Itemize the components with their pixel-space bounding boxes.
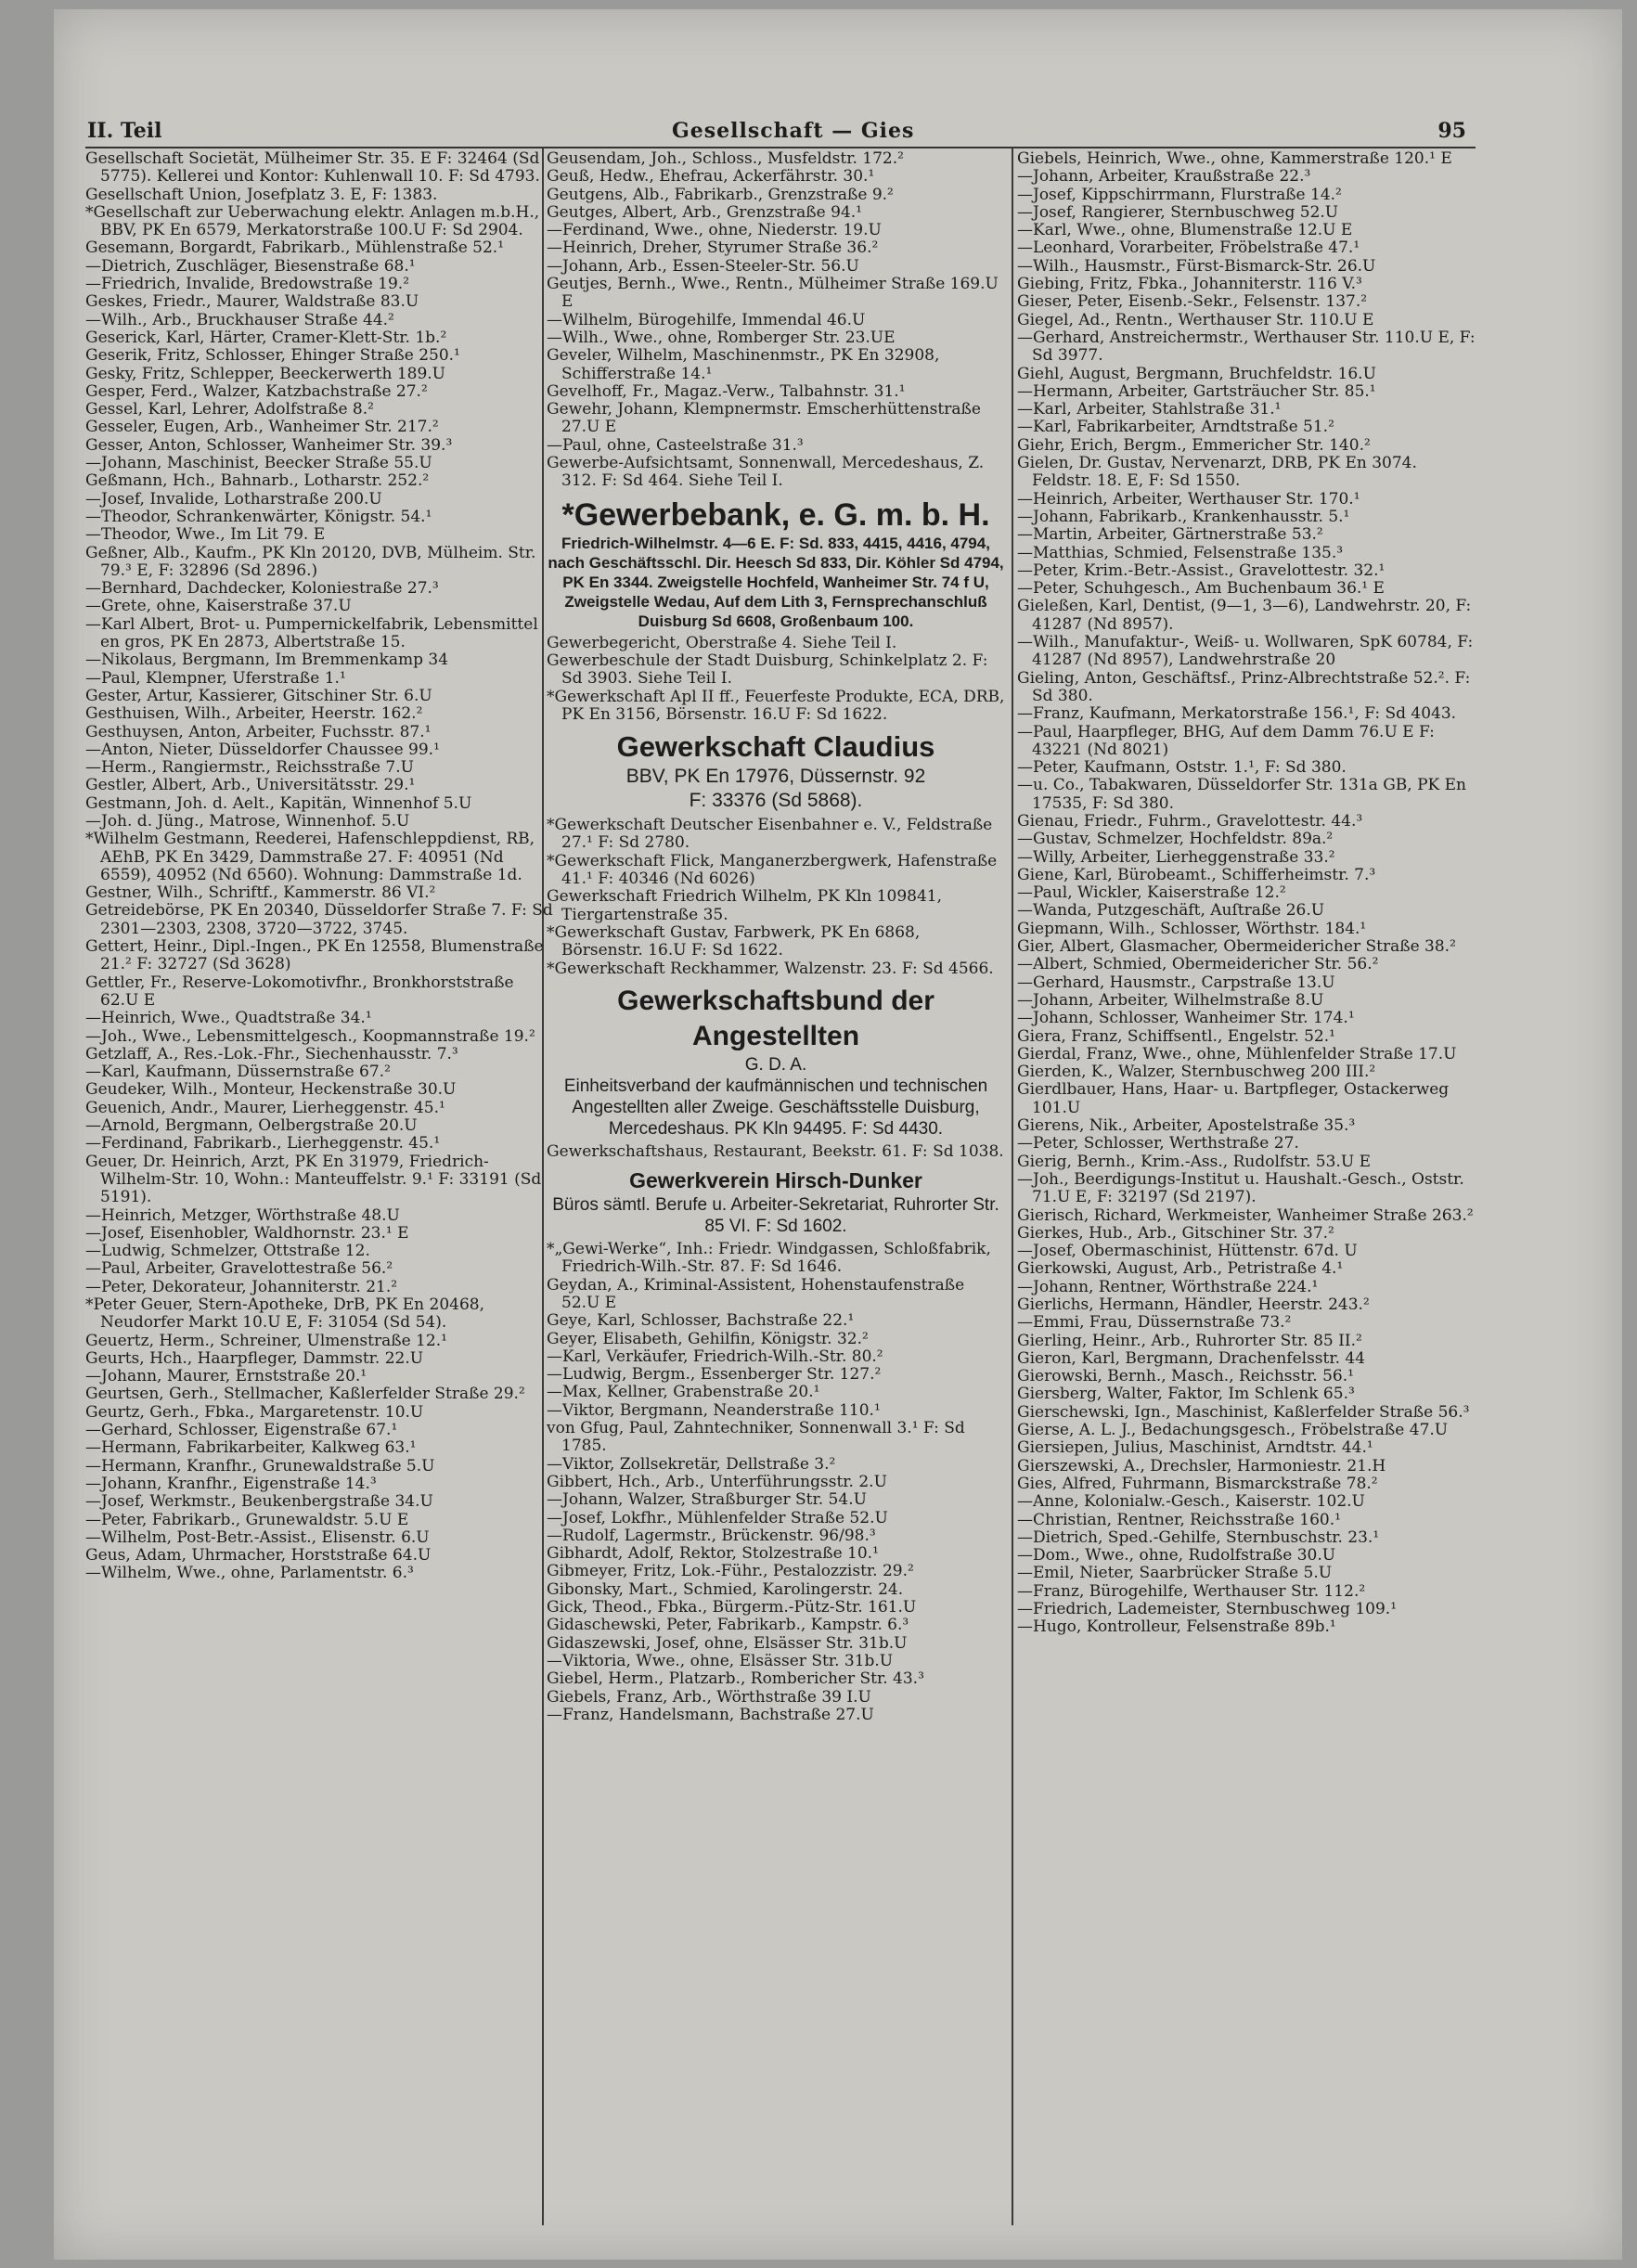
directory-entry: —Paul, Haarpfleger, BHG, Auf dem Damm 76.U E F: 43221 (Nd 8021)	[1017, 722, 1435, 759]
ad-title: *Gewerbebank, e. G. m. b. H.	[561, 496, 990, 533]
directory-entry: —Theodor, Wwe., Im Lit 79. E	[85, 525, 326, 545]
directory-entry: Gesper, Ferd., Walzer, Katzbachstraße 27.²	[85, 381, 428, 401]
directory-entry: —Wilh., Hausmstr., Fürst-Bismarck-Str. 26.U	[1017, 256, 1376, 276]
directory-entry: —Johann, Arbeiter, Kraußstraße 22.³	[1017, 167, 1311, 187]
directory-entry: —Wilhelm, Bürogehilfe, Immendal 46.U	[547, 310, 866, 329]
directory-entry: —Wanda, Putzgeschäft, Auſtraße 26.U	[1017, 901, 1325, 921]
directory-entry: *Gewerkschaft Gustav, Farbwerk, PK En 6868, Börsenstr. 16.U F: Sd 1622.	[547, 922, 921, 960]
directory-entry: —Karl Albert, Brot- u. Pumpernickelfabrik, Lebensmittel en gros, PK En 2873, Albertstraße 15.	[85, 614, 538, 652]
directory-entry: Geye, Karl, Schlosser, Bachstraße 22.¹	[547, 1311, 855, 1331]
directory-entry: —Viktor, Zollsekretär, Dellstraße 3.²	[547, 1454, 836, 1474]
directory-entry: —Wilh., Arb., Bruckhauser Straße 44.²	[85, 310, 394, 329]
directory-entry: —Karl, Arbeiter, Stahlstraße 31.¹	[1017, 400, 1282, 419]
directory-entry: Geuß, Hedw., Ehefrau, Ackerfährstr. 30.¹	[547, 167, 875, 187]
header-rule	[85, 147, 1476, 148]
directory-entry: Gierszewski, A., Drechsler, Harmoniestr. 21.H	[1017, 1456, 1386, 1475]
directory-entry: Giebing, Fritz, Fbka., Johanniterstr. 116 V.³	[1017, 275, 1362, 294]
column-2	[547, 150, 1005, 1724]
directory-entry: Geßmann, Hch., Bahnarb., Lotharstr. 252.²	[85, 471, 430, 491]
directory-entry: *Gewerkschaft Apl II ff., Feuerfeste Produkte, ECA, DRB, PK En 3156, Börsenstr. 16.U F: Sd 1622.	[547, 687, 1005, 724]
directory-entry: Gierisch, Richard, Werkmeister, Wanheimer Straße 263.²	[1017, 1205, 1474, 1225]
directory-entry: —Karl, Verkäufer, Friedrich-Wilh.-Str. 80.²	[547, 1347, 883, 1366]
directory-entry: Gierig, Bernh., Krim.-Ass., Rudolfstr. 53.U E	[1017, 1152, 1371, 1171]
directory-entry: —Emmi, Frau, Düssernstraße 73.²	[1017, 1313, 1292, 1333]
directory-entry: Giersiepen, Julius, Maschinist, Arndtstr. 44.¹	[1017, 1438, 1373, 1458]
directory-entry: —Johann, Arb., Essen-Steeler-Str. 56.U	[547, 256, 859, 276]
directory-entry: —Viktor, Bergmann, Neanderstraße 110.¹	[547, 1400, 881, 1420]
directory-entry: Gettert, Heinr., Dipl.-Ingen., PK En 12558, Blumenstraße 21.² F: 32727 (Sd 3628)	[85, 937, 544, 974]
directory-entry: Gewerbe-Aufsichtsamt, Sonnenwall, Mercedeshaus, Z. 312. F: Sd 464. Siehe Teil I.	[547, 454, 985, 491]
directory-entry: —Gerhard, Schlosser, Eigenstraße 67.¹	[85, 1421, 398, 1440]
directory-entry: —Grete, ohne, Kaiserstraße 37.U	[85, 597, 352, 616]
directory-entry: —Josef, Werkmstr., Beukenbergstraße 34.U	[85, 1492, 433, 1512]
directory-entry: —Johann, Arbeiter, Wilhelmstraße 8.U	[1017, 990, 1324, 1010]
directory-entry: Gieron, Karl, Bergmann, Drachenfelsstr. 44	[1017, 1348, 1366, 1368]
directory-entry: Gibhardt, Adolf, Rektor, Stolzestraße 10.¹	[547, 1544, 879, 1564]
directory-entry: —Karl, Kaufmann, Düssernstraße 67.²	[85, 1063, 391, 1082]
directory-entry: Gierlichs, Hermann, Händler, Heerstr. 243.²	[1017, 1295, 1370, 1314]
ad-title: Gewerkverein Hirsch-Dunker	[629, 1168, 922, 1193]
directory-entry: Gierkowski, August, Arb., Petristraße 4.¹	[1017, 1259, 1344, 1279]
directory-entry: —Paul, Arbeiter, Gravelottestraße 56.²	[85, 1259, 393, 1279]
directory-entry: Giersberg, Walter, Faktor, Im Schlenk 65.³	[1017, 1385, 1355, 1404]
directory-entry: Geusendam, Joh., Schloss., Musfeldstr. 172.²	[547, 149, 904, 168]
ad-body: Friedrich-Wilhelmstr. 4—6 E. F: Sd. 833, 4415, 4416, 4794, nach Geschäftsschl. Dir. Heesch Sd 833, Dir. Köhler Sd 4794, PK En 3344. Zweigstelle Hochfeld, Wanheimer Str. 74 f U, Zweigstelle Wedau, Auf dem Lith 3, Fernsprechanschluß Duisburg Sd 6608, Großenbaum 100.	[548, 534, 1004, 630]
directory-entry: —Heinrich, Metzger, Wörthstraße 48.U	[85, 1205, 400, 1225]
directory-entry: —Wilh., Manufaktur-, Weiß- u. Wollwaren, SpK 60784, F: 41287 (Nd 8957), Landwehrstraße 20	[1017, 633, 1474, 670]
directory-entry: Giegel, Ad., Rentn., Werthauser Str. 110.U E	[1017, 310, 1374, 329]
directory-entry: —Willy, Arbeiter, Lierheggenstraße 33.²	[1017, 847, 1335, 867]
directory-entry: —Johann, Walzer, Straßburger Str. 54.U	[547, 1490, 867, 1510]
directory-entry: —Gustav, Schmelzer, Hochfeldstr. 89a.²	[1017, 830, 1334, 849]
directory-entry: Geuenich, Andr., Maurer, Lierheggenstr. 45.¹	[85, 1098, 445, 1117]
directory-entry: *Wilhelm Gestmann, Reederei, Hafenschleppdienst, RB, AEhB, PK En 3429, Dammstraße 27. F: 40951 (Nd 6559), 40952 (Nd 6560). Wohnung: Dammstraße 1d.	[85, 830, 535, 884]
directory-entry: Geserik, Fritz, Schlosser, Ehinger Straße 250.¹	[85, 346, 460, 366]
directory-entry: Geuertz, Herm., Schreiner, Ulmenstraße 12.¹	[85, 1331, 447, 1350]
directory-entry: —Emil, Nieter, Saarbrücker Straße 5.U	[1017, 1564, 1333, 1583]
ad-line: F: 33376 (Sd 5868).	[689, 790, 863, 812]
directory-entry: Gesseler, Eugen, Arb., Wanheimer Str. 217.²	[85, 418, 439, 437]
directory-entry: Geutges, Albert, Arb., Grenzstraße 94.¹	[547, 202, 862, 222]
directory-entry: —Ludwig, Schmelzer, Ottstraße 12.	[85, 1242, 370, 1261]
directory-entry: Gesemann, Borgardt, Fabrikarb., Mühlenstraße 52.¹	[85, 238, 505, 258]
directory-entry: —Peter, Kaufmann, Oststr. 1.¹, F: Sd 380.	[1017, 758, 1347, 778]
directory-entry: Giehr, Erich, Bergm., Emmericher Str. 140.²	[1017, 435, 1371, 455]
directory-entry: Gierowski, Bernh., Masch., Reichsstr. 56.¹	[1017, 1367, 1354, 1386]
directory-entry: —Friedrich, Invalide, Bredowstraße 19.²	[85, 275, 410, 294]
entries-block	[547, 1143, 1005, 1161]
directory-entry: Giene, Karl, Bürobeamt., Schifferheimstr. 7.³	[1017, 865, 1376, 884]
directory-entry: —Anne, Kolonialw.-Gesch., Kaiserstr. 102.U	[1017, 1492, 1365, 1512]
directory-entry: —Hugo, Kontrolleur, Felsenstraße 89b.¹	[1017, 1617, 1336, 1637]
entries-block	[547, 150, 1005, 491]
directory-entry: —Leonhard, Vorarbeiter, Fröbelstraße 47.¹	[1017, 238, 1360, 258]
directory-entry: *Gewerkschaft Deutscher Eisenbahner e. V., Feldstraße 27.¹ F: Sd 2780.	[547, 816, 993, 853]
directory-entry: Giehl, August, Bergmann, Bruchfeldstr. 16.U	[1017, 364, 1376, 383]
directory-entry: Gesellschaft Societät, Mülheimer Str. 35. E F: 32464 (Sd 5775). Kellerei und Kontor: Kuhlenwall 10. F: Sd 4793.	[85, 149, 540, 187]
directory-entry: Gielen, Dr. Gustav, Nervenarzt, DRB, PK En 3074. Feldstr. 18. E, F: Sd 1550.	[1017, 454, 1417, 491]
directory-entry: —Albert, Schmied, Obermeidericher Str. 56.²	[1017, 955, 1379, 974]
directory-entry: *Gewerkschaft Reckhammer, Walzenstr. 23. F: Sd 4566.	[547, 959, 994, 978]
directory-entry: Geurtz, Gerh., Fbka., Margaretenstr. 10.U	[85, 1402, 424, 1422]
directory-entry: Getzlaff, A., Res.-Lok.-Fhr., Siechenhausstr. 7.³	[85, 1044, 458, 1063]
directory-entry: Geurtsen, Gerh., Stellmacher, Kaßlerfelder Straße 29.²	[85, 1385, 525, 1404]
directory-entry: Geskes, Friedr., Maurer, Waldstraße 83.U	[85, 292, 419, 312]
directory-entry: Gestner, Wilh., Schriftf., Kammerstr. 86 VI.²	[85, 883, 436, 903]
directory-entry: Gieleßen, Karl, Dentist, (9—1, 3—6), Landwehrstr. 20, F: 41287 (Nd 8957).	[1017, 597, 1472, 634]
entries-block	[547, 1241, 1005, 1724]
directory-entry: —Paul, ohne, Casteelstraße 31.³	[547, 435, 804, 455]
directory-entry: Gestler, Albert, Arb., Universitätsstr. 29.¹	[85, 776, 416, 795]
directory-entry: Gevelhoff, Fr., Magaz.-Verw., Talbahnstr. 31.¹	[547, 381, 906, 401]
directory-entry: Gier, Albert, Glasmacher, Obermeidericher Straße 38.²	[1017, 937, 1456, 957]
directory-entry: Giebels, Franz, Arb., Wörthstraße 39 I.U	[547, 1687, 871, 1707]
directory-entry: —Dietrich, Zuschläger, Biesenstraße 68.¹	[85, 256, 416, 276]
directory-entry: —Christian, Rentner, Reichsstraße 160.¹	[1017, 1510, 1341, 1529]
ad-gda	[547, 978, 1005, 1143]
directory-entry: Giera, Franz, Schiffsentl., Engelstr. 52.¹	[1017, 1026, 1335, 1046]
directory-entry: —Ludwig, Bergm., Essenberger Str. 127.²	[547, 1365, 882, 1385]
directory-entry: —Martin, Arbeiter, Gärtnerstraße 53.²	[1017, 525, 1323, 545]
directory-entry: —Josef, Eisenhobler, Waldhornstr. 23.¹ E	[85, 1223, 409, 1243]
directory-entry: —Paul, Klempner, Uferstraße 1.¹	[85, 668, 346, 688]
directory-entry: —Wilhelm, Post-Betr.-Assist., Elisenstr. 6.U	[85, 1527, 430, 1547]
directory-entry: von Gfug, Paul, Zahntechniker, Sonnenwall 3.¹ F: Sd 1785.	[547, 1419, 965, 1456]
directory-entry: —Nikolaus, Bergmann, Im Bremmenkamp 34	[85, 651, 449, 670]
directory-entry: Gierkes, Hub., Arb., Gitschiner Str. 37.²	[1017, 1223, 1334, 1243]
directory-entry: Getreidebörse, PK En 20340, Düsseldorfer Straße 7. F: Sd 2301—2303, 2308, 3720—3722, 3745.	[85, 901, 553, 938]
directory-entry: —Viktoria, Wwe., ohne, Elsässer Str. 31b.U	[547, 1651, 894, 1670]
directory-entry: —Peter, Schuhgesch., Am Buchenbaum 36.¹ E	[1017, 579, 1385, 599]
directory-entry: —Heinrich, Dreher, Styrumer Straße 36.²	[547, 238, 879, 258]
directory-entry: —Hermann, Arbeiter, Gartsträucher Str. 85.¹	[1017, 381, 1376, 401]
directory-entry: —Hermann, Kranfhr., Grunewaldstraße 5.U	[85, 1456, 435, 1475]
directory-entry: —Dietrich, Sped.-Gehilfe, Sternbuschstr. 23.¹	[1017, 1527, 1380, 1547]
directory-entry: —Josef, Lokfhr., Mühlenfelder Straße 52.U	[547, 1508, 888, 1527]
directory-entry: —Franz, Bürogehilfe, Werthauser Str. 112.²	[1017, 1581, 1366, 1601]
directory-entry: Giebel, Herm., Platzarb., Rombericher Str. 43.³	[547, 1669, 924, 1689]
directory-entry: *„Gewi-Werke“, Inh.: Friedr. Windgassen, Schloßfabrik, Friedrich-Wilh.-Str. 87. F: Sd 1646.	[547, 1240, 991, 1277]
entries-block	[547, 635, 1005, 724]
directory-entry: Gewehr, Johann, Klempnermstr. Emscherhüttenstraße 27.U E	[547, 400, 981, 437]
directory-entry: Gieling, Anton, Geschäftsf., Prinz-Albrechtstraße 52.². F: Sd 380.	[1017, 668, 1471, 705]
directory-entry: —Karl, Fabrikarbeiter, Arndtstraße 51.²	[1017, 418, 1334, 437]
part-label: II. Teil	[87, 119, 162, 143]
directory-entry: Gienau, Friedr., Fuhrm., Gravelottestr. 44.³	[1017, 811, 1363, 831]
directory-entry: Geserick, Karl, Härter, Cramer-Klett-Str. 1b.²	[85, 328, 447, 347]
directory-entry: —Theodor, Schrankenwärter, Königstr. 54.¹	[85, 507, 432, 526]
directory-entry: —Dom., Wwe., ohne, Rudolfstraße 30.U	[1017, 1546, 1336, 1566]
directory-entry: Gibmeyer, Fritz, Lok.-Führ., Pestalozzistr. 29.²	[547, 1562, 914, 1581]
column-divider	[1012, 147, 1013, 2225]
ad-body: Einheitsverband der kaufmännischen und technischen Angestellten aller Zweige. Geschäftsstelle Duisburg, Mercedeshaus. PK Kln 94495. F: Sd 4430.	[563, 1076, 988, 1139]
directory-entry: Geurts, Hch., Haarpfleger, Dammstr. 22.U	[85, 1348, 424, 1368]
directory-entry: —Johann, Schlosser, Wanheimer Str. 174.¹	[1017, 1009, 1355, 1028]
directory-entry: Gierens, Nik., Arbeiter, Apostelstraße 35.³	[1017, 1116, 1356, 1136]
directory-entry: —u. Co., Tabakwaren, Düsseldorfer Str. 131a GB, PK En 17535, F: Sd 380.	[1017, 776, 1466, 813]
directory-entry: Gewerbeschule der Stadt Duisburg, Schinkelplatz 2. F: Sd 3903. Siehe Teil I.	[547, 651, 988, 689]
directory-entry: —Johann, Maschinist, Beecker Straße 55.U	[85, 454, 432, 473]
directory-entry: —Arnold, Bergmann, Oelbergstraße 20.U	[85, 1116, 418, 1136]
directory-entry: —Max, Kellner, Grabenstraße 20.¹	[547, 1383, 820, 1402]
directory-entry: Giebels, Heinrich, Wwe., ohne, Kammerstraße 120.¹ E	[1017, 149, 1452, 168]
directory-entry: —Herm., Rangiermstr., Reichsstraße 7.U	[85, 758, 414, 778]
entries-block	[547, 817, 1005, 978]
ad-hirsch-dunker	[547, 1161, 1005, 1241]
directory-entry: —Johann, Kranfhr., Eigenstraße 14.³	[85, 1474, 377, 1493]
directory-entry: —Hermann, Fabrikarbeiter, Kalkweg 63.¹	[85, 1438, 417, 1458]
directory-entry: —Joh. d. Jüng., Matrose, Winnenhof. 5.U	[85, 811, 410, 831]
directory-entry: Gewerkschaftshaus, Restaurant, Beekstr. 61. F: Sd 1038.	[547, 1141, 1004, 1161]
directory-entry: —Ferdinand, Fabrikarb., Lierheggenstr. 45.¹	[85, 1134, 441, 1153]
directory-entry: Gesthuysen, Anton, Arbeiter, Fuchsstr. 87.¹	[85, 722, 432, 741]
directory-entry: Geudeker, Wilh., Monteur, Heckenstraße 30.U	[85, 1080, 457, 1100]
ad-title: Gewerkschaft Claudius	[616, 730, 935, 764]
directory-entry: Gibonsky, Mart., Schmied, Karolingerstr. 24.	[547, 1579, 904, 1599]
directory-entry: Geyer, Elisabeth, Gehilfin, Königstr. 32.²	[547, 1329, 869, 1348]
directory-entry: —Heinrich, Arbeiter, Werthauser Str. 170.¹	[1017, 489, 1360, 509]
directory-entry: —Peter, Fabrikarb., Grunewaldstr. 5.U E	[85, 1510, 409, 1529]
directory-entry: Geus, Adam, Uhrmacher, Horststraße 64.U	[85, 1546, 432, 1566]
directory-entry: —Ferdinand, Wwe., ohne, Niederstr. 19.U	[547, 221, 882, 240]
directory-entry: Giepmann, Wilh., Schlosser, Wörthstr. 184.¹	[1017, 919, 1367, 938]
directory-entry: —Matthias, Schmied, Felsenstraße 135.³	[1017, 543, 1344, 562]
directory-entry: Gies, Alfred, Fuhrmann, Bismarckstraße 78.²	[1017, 1474, 1378, 1493]
running-title: Gesellschaft — Gies	[672, 119, 915, 143]
directory-entry: Gesser, Anton, Schlosser, Wanheimer Str. 39.³	[85, 435, 453, 455]
ad-title: Gewerkschaftsbund der Angestellten	[617, 985, 935, 1051]
directory-entry: —Gerhard, Hausmstr., Carpstraße 13.U	[1017, 973, 1335, 992]
column-1	[85, 150, 554, 1583]
directory-entry: —Josef, Kippschirrmann, Flurstraße 14.²	[1017, 185, 1342, 204]
page-header	[87, 119, 1479, 148]
directory-entry: —Paul, Wickler, Kaiserstraße 12.²	[1017, 883, 1286, 903]
directory-entry: Gick, Theod., Fbka., Bürgerm.-Pütz-Str. 161.U	[547, 1598, 917, 1617]
page-number: 95	[1437, 119, 1466, 143]
directory-entry: —Joh., Wwe., Lebensmittelgesch., Koopmannstraße 19.²	[85, 1026, 535, 1046]
directory-entry: Geveler, Wilhelm, Maschinenmstr., PK En 32908, Schifferstraße 14.¹	[547, 346, 940, 383]
directory-entry: Gierdlbauer, Hans, Haar- u. Bartpfleger, Ostackerweg 101.U	[1017, 1080, 1450, 1117]
directory-entry: Geutgens, Alb., Fabrikarb., Grenzstraße 9.²	[547, 185, 894, 204]
directory-entry: *Gewerkschaft Flick, Manganerzbergwerk, Hafenstraße 41.¹ F: 40346 (Nd 6026)	[547, 851, 998, 889]
directory-entry: —Rudolf, Lagermstr., Brückenstr. 96/98.³	[547, 1526, 876, 1545]
directory-entry: —Karl, Wwe., ohne, Blumenstraße 12.U E	[1017, 221, 1353, 240]
directory-entry: Gewerkschaft Friedrich Wilhelm, PK Kln 109841, Tiergartenstraße 35.	[547, 887, 943, 924]
directory-entry: —Franz, Kaufmann, Merkatorstraße 156.¹, F: Sd 4043.	[1017, 704, 1457, 724]
directory-entry: —Peter, Krim.-Betr.-Assist., Gravelottestr. 32.¹	[1017, 561, 1386, 580]
directory-entry: Gesellschaft Union, Josefplatz 3. E, F: 1383.	[85, 185, 438, 204]
directory-entry: Geutjes, Bernh., Wwe., Rentn., Mülheimer Straße 169.U E	[547, 275, 999, 312]
directory-entry: —Josef, Obermaschinist, Hüttenstr. 67d. U	[1017, 1242, 1358, 1261]
directory-entry: —Heinrich, Wwe., Quadtstraße 34.¹	[85, 1009, 372, 1028]
ad-body: Büros sämtl. Berufe u. Arbeiter-Sekretariat, Ruhrorter Str. 85 VI. F: Sd 1602.	[552, 1195, 999, 1237]
directory-entry: Gewerbegericht, Oberstraße 4. Siehe Teil I.	[547, 633, 897, 652]
directory-entry: —Gerhard, Anstreichermstr., Werthauser Str. 110.U E, F: Sd 3977.	[1017, 328, 1476, 366]
directory-entry: —Josef, Rangierer, Sternbuschweg 52.U	[1017, 202, 1339, 222]
directory-entry: Gessel, Karl, Lehrer, Adolfstraße 8.²	[85, 400, 374, 419]
directory-entry: —Josef, Invalide, Lotharstraße 200.U	[85, 489, 382, 509]
directory-entry: —Johann, Maurer, Ernststraße 20.¹	[85, 1367, 367, 1386]
ad-subtitle: G. D. A.	[744, 1054, 807, 1075]
directory-entry: Gieser, Peter, Eisenb.-Sekr., Felsenstr. 137.²	[1017, 292, 1368, 312]
ad-claudius	[547, 724, 1005, 817]
directory-entry: *Peter Geuer, Stern-Apotheke, DrB, PK En 20468, Neudorfer Markt 10.U E, F: 31054 (Sd 54).	[85, 1295, 484, 1333]
directory-entry: Gierse, A. L. J., Bedachungsgesch., Fröbelstraße 47.U	[1017, 1421, 1449, 1440]
directory-entry: Gierschewski, Ign., Maschinist, Kaßlerfelder Straße 56.³	[1017, 1402, 1470, 1422]
column-3	[1017, 150, 1481, 1637]
directory-entry: Geuer, Dr. Heinrich, Arzt, PK En 31979, Friedrich-Wilhelm-Str. 10, Wohn.: Manteuffelstr. 9.¹ F: 33191 (Sd 5191).	[85, 1152, 542, 1207]
directory-entry: —Anton, Nieter, Düsseldorfer Chaussee 99.¹	[85, 740, 440, 759]
directory-entry: Gesky, Fritz, Schlepper, Beeckerwerth 189.U	[85, 364, 446, 383]
directory-entry: Gierdal, Franz, Wwe., ohne, Mühlenfelder Straße 17.U	[1017, 1044, 1457, 1063]
directory-entry: —Bernhard, Dachdecker, Koloniestraße 27.³	[85, 579, 439, 599]
directory-entry: —Johann, Rentner, Wörthstraße 224.¹	[1017, 1277, 1319, 1296]
directory-entry: —Peter, Dekorateur, Johanniterstr. 21.²	[85, 1277, 398, 1296]
directory-entry: —Peter, Schlosser, Werthstraße 27.	[1017, 1134, 1299, 1153]
directory-entry: Geßner, Alb., Kaufm., PK Kln 20120, DVB, Mülheim. Str. 79.³ E, F: 32896 (Sd 2896.)	[85, 543, 536, 580]
directory-entry: Gester, Artur, Kassierer, Gitschiner Str. 6.U	[85, 686, 432, 705]
directory-entry: Gidaszewski, Josef, ohne, Elsässer Str. 31b.U	[547, 1633, 908, 1653]
directory-entry: Gierling, Heinr., Arb., Ruhrorter Str. 85 II.²	[1017, 1331, 1362, 1350]
directory-entry: Gidaschewski, Peter, Fabrikarb., Kampstr. 6.³	[547, 1616, 909, 1635]
directory-entry: Gesthuisen, Wilh., Arbeiter, Heerstr. 162.²	[85, 704, 423, 724]
directory-entry: —Franz, Handelsmann, Bachstraße 27.U	[547, 1705, 874, 1724]
directory-entry: —Wilh., Wwe., ohne, Romberger Str. 23.UE	[547, 328, 896, 347]
directory-entry: —Friedrich, Lademeister, Sternbuschweg 109.¹	[1017, 1600, 1398, 1619]
directory-entry: Gierden, K., Walzer, Sternbuschweg 200 III.²	[1017, 1063, 1376, 1082]
directory-entry: Gibbert, Hch., Arb., Unterführungsstr. 2.U	[547, 1472, 887, 1491]
directory-entry: Gestmann, Joh. d. Aelt., Kapitän, Winnenhof 5.U	[85, 793, 472, 813]
directory-entry: —Johann, Fabrikarb., Krankenhausstr. 5.¹	[1017, 507, 1350, 526]
directory-entry: —Joh., Beerdigungs-Institut u. Haushalt.-Gesch., Oststr. 71.U E, F: 32197 (Sd 2197).	[1017, 1169, 1464, 1207]
directory-entry: *Gesellschaft zur Ueberwachung elektr. Anlagen m.b.H., BBV, PK En 6579, Merkatorstraße 100.U F: Sd 2904.	[85, 202, 540, 240]
directory-entry: Geydan, A., Kriminal-Assistent, Hohenstaufenstraße 52.U E	[547, 1275, 965, 1312]
directory-entry: —Wilhelm, Wwe., ohne, Parlamentstr. 6.³	[85, 1564, 414, 1583]
directory-entry: Gettler, Fr., Reserve-Lokomotivfhr., Bronkhorststraße 62.U E	[85, 973, 514, 1010]
ad-gewerbebank	[547, 491, 1005, 635]
ad-line: BBV, PK En 17976, Düssernstr. 92	[625, 766, 926, 788]
